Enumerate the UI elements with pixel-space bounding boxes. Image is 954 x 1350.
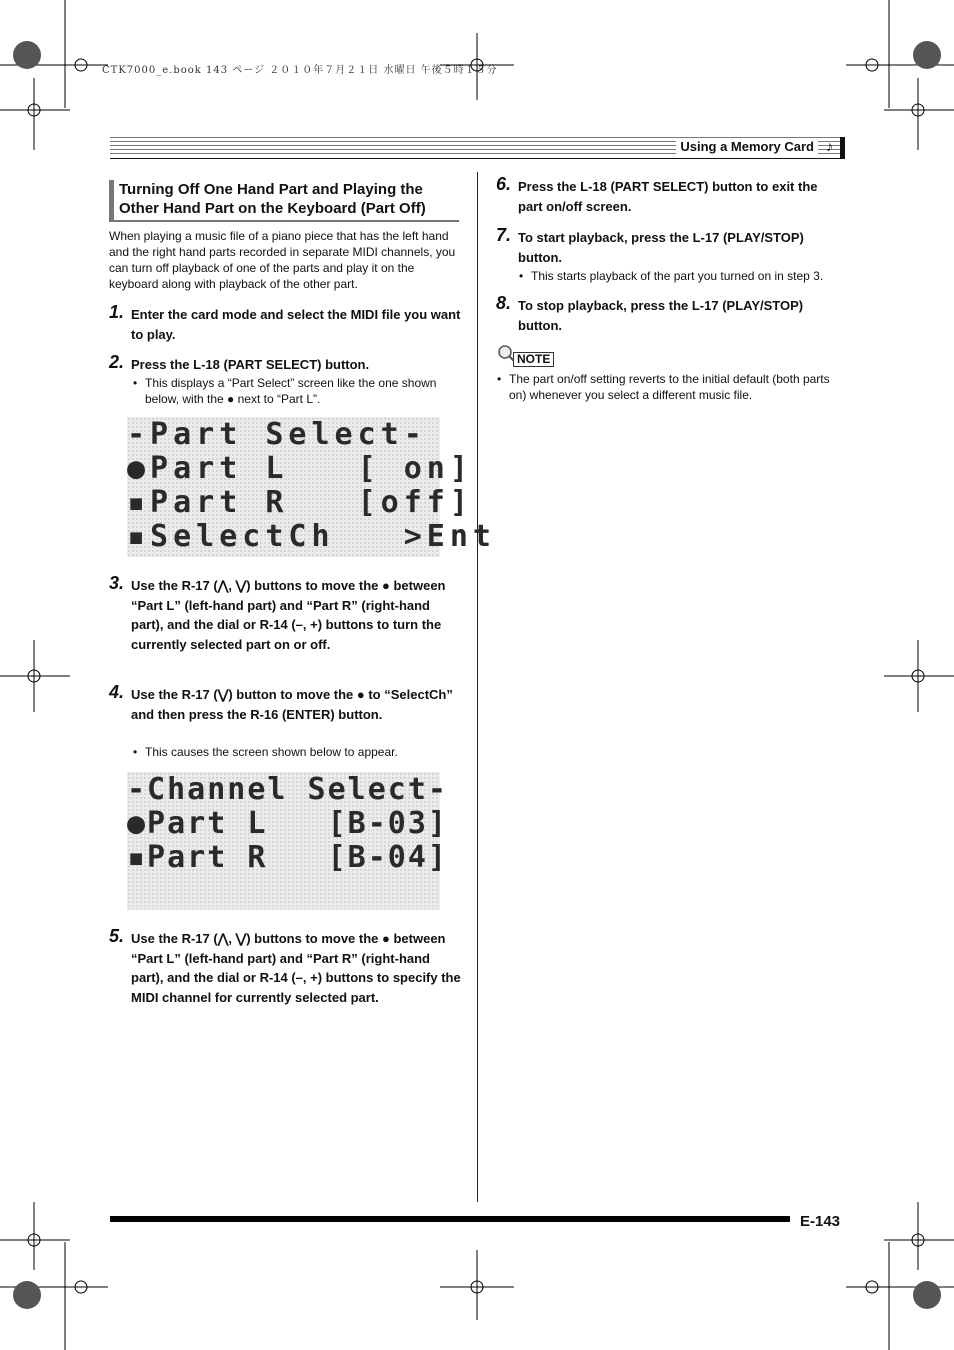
step-text: Enter the card mode and select the MIDI file you want to play. [131, 307, 461, 342]
note-bullet: • The part on/off setting reverts to the initial default (both parts on) whenever you select a different music file. [495, 371, 835, 403]
page-number: E-143 [800, 1213, 841, 1230]
lcd-line: -Channel Select- [127, 772, 448, 807]
step-text: Press the L-18 (PART SELECT) button. [131, 357, 370, 372]
step-number: 5. [109, 926, 125, 946]
step-text: Use the R-17 (⋀, ⋁) buttons to move the ● between “Part L” (left-hand part) and “Part R” (right-hand part), and the dial or R-14 (–, +) buttons to turn the currently selected part on or off. [131, 578, 446, 652]
step-text: Use the R-17 (⋀, ⋁) buttons to move the ● between “Part L” (left-hand part) and “Part R” (right-hand part), and the dial or R-14 (–, +) buttons to specify the MIDI channel for currently selected part. [131, 931, 461, 1005]
step-text: To stop playback, press the L-17 (PLAY/STOP) button. [518, 298, 804, 333]
step-text: Use the R-17 (⋁) button to move the ● to “SelectCh” and then press the R-16 (ENTER) button. [131, 687, 453, 722]
step-2-bullet: • This displays a “Part Select” screen like the one shown below, with the ● next to “Part L”. [131, 375, 461, 407]
step-number: 6. [496, 174, 512, 194]
step-number: 4. [109, 682, 125, 702]
lcd-line: -Part Select- [127, 417, 427, 452]
lcd-line: ▪SelectCh >Ent [127, 519, 496, 554]
step-number: 1. [109, 302, 125, 322]
step-number: 2. [109, 352, 125, 372]
section-intro: When playing a music file of a piano piece that has the left hand and the right hand parts recorded in separate MIDI channels, you can turn off playback of one of the parts and play it on the keyboard along with playback of the other part. [109, 229, 456, 291]
music-note-icon: ♪ [826, 138, 833, 154]
step-number: 7. [496, 225, 512, 245]
header-title: Using a Memory Card [676, 139, 818, 154]
lcd-line: ▪Part R [B-04] [127, 840, 448, 875]
step-number: 3. [109, 573, 125, 593]
book-meta-line: CTK7000_e.book 143 ページ ２０１０年７月２１日 水曜日 午後５時１５分 [102, 65, 498, 76]
lcd-line: ●Part L [B-03] [127, 806, 448, 841]
section-title: Turning Off One Hand Part and Playing the Other Hand Part on the Keyboard (Part Off) [109, 180, 459, 222]
step-7-bullet: • This starts playback of the part you turned on in step 3. [517, 268, 847, 284]
lcd-line: ●Part L [ on] [127, 451, 473, 486]
step-text: To start playback, press the L-17 (PLAY/STOP) button. [518, 230, 804, 265]
step-number: 8. [496, 293, 512, 313]
step-4-bullet: • This causes the screen shown below to appear. [131, 744, 461, 760]
step-text: Press the L-18 (PART SELECT) button to exit the part on/off screen. [518, 179, 818, 214]
note-label: NOTE [513, 352, 554, 367]
lcd-line: ▪Part R [off] [127, 485, 473, 520]
